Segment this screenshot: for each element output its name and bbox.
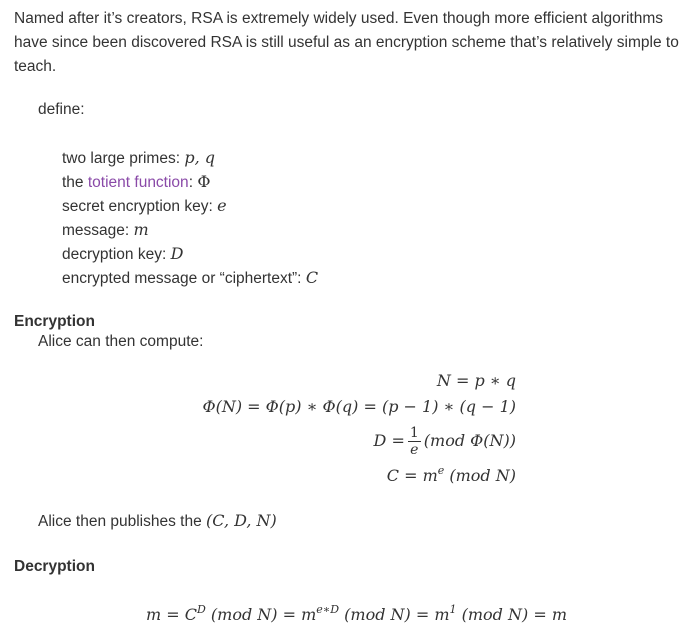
definition-encryption-key: [62, 194, 318, 218]
definition-message: [62, 218, 318, 242]
decryption-heading: Decryption: [14, 558, 95, 575]
define-label: define:: [38, 101, 85, 118]
definition-math: m: [133, 220, 149, 239]
eq3-lhs: D =: [373, 431, 405, 450]
equation-n: N = p ∗ q: [436, 371, 516, 390]
definition-totient: [62, 170, 318, 194]
definition-ciphertext: [62, 266, 318, 290]
dec-part-1: m = C: [146, 605, 197, 624]
dec-sup-2: e∗D: [316, 603, 340, 616]
definition-math: e: [217, 196, 227, 215]
intro-paragraph: Named after it’s creators, RSA is extremely widely used. Even though more efficient algorithms have since been discovered RSA is still useful as an encryption scheme that’s relatively simple to teach.: [14, 10, 679, 75]
definition-label: encrypted message or “ciphertext”:: [62, 270, 306, 287]
eq4-rhs: (mod N): [449, 466, 516, 485]
definition-math: D: [170, 244, 184, 263]
definition-math: Φ: [197, 172, 211, 191]
definition-label: two large primes:: [62, 150, 185, 167]
definition-primes: [62, 146, 318, 170]
definition-label-pre: the: [62, 174, 88, 191]
eq3-rhs: (mod Φ(N)): [423, 431, 516, 450]
definition-label-post: :: [188, 174, 198, 191]
definition-math: C: [305, 268, 319, 287]
publish-text: Alice then publishes the: [38, 513, 207, 530]
dec-sup-3: 1: [449, 603, 457, 616]
definition-label: decryption key:: [62, 246, 171, 263]
definition-label: secret encryption key:: [62, 198, 218, 215]
fraction-numerator: 1: [409, 425, 419, 441]
definitions-list: [62, 146, 318, 290]
dec-part-3: (mod N) = m: [339, 605, 450, 624]
fraction-denominator: e: [410, 442, 419, 458]
equation-decryption-key: [374, 425, 516, 458]
eq4-superscript: e: [437, 464, 445, 477]
dec-part-2: (mod N) = m: [205, 605, 317, 624]
publish-line: [38, 510, 277, 533]
definition-decryption-key: [62, 242, 318, 266]
definition-math: p, q: [184, 148, 215, 167]
fraction: [408, 425, 421, 458]
encryption-heading: Encryption: [14, 313, 95, 330]
dec-part-4: (mod N) = m: [456, 605, 567, 624]
equation-totient: Φ(N) = Φ(p) ∗ Φ(q) = (p − 1) ∗ (q − 1): [202, 397, 516, 416]
totient-function-link[interactable]: totient function: [87, 174, 189, 191]
equation-decryption: [146, 605, 567, 624]
dec-sup-1: D: [197, 603, 206, 616]
publish-math: (C, D, N): [206, 511, 277, 530]
definition-label: message:: [62, 222, 134, 239]
equation-ciphertext: [387, 466, 516, 485]
encryption-intro: Alice can then compute:: [38, 333, 204, 350]
eq4-lhs: C = m: [386, 466, 438, 485]
